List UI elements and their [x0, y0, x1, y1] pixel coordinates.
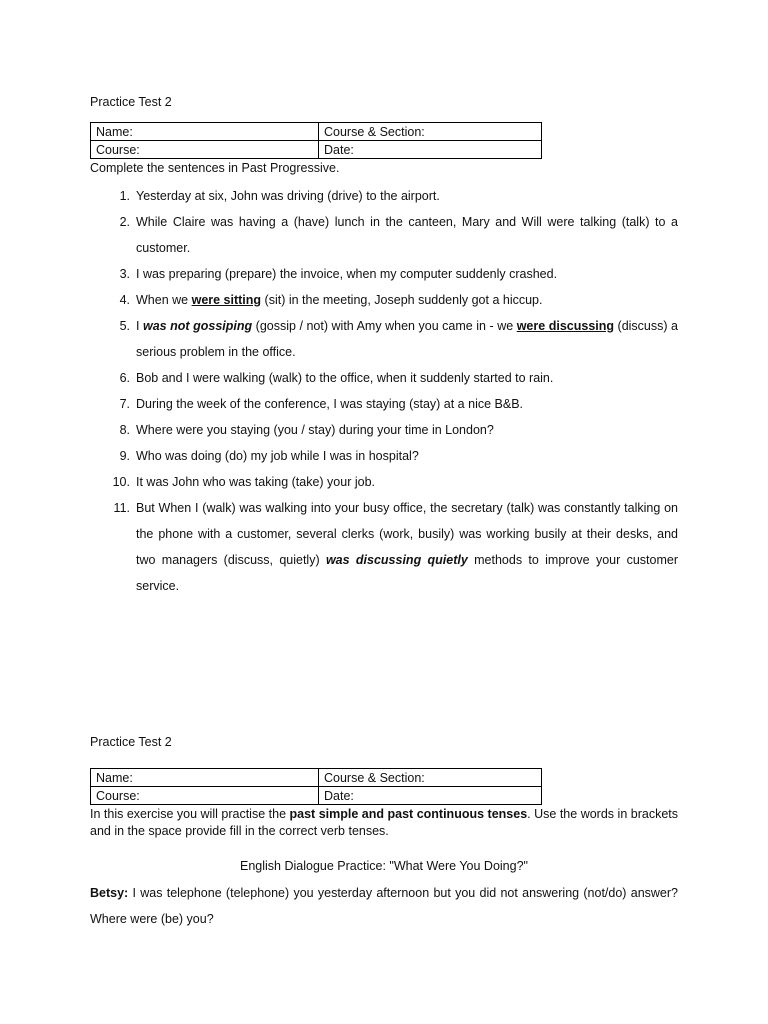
list-item: 9. Who was doing (do) my job while I was in hospital?	[119, 449, 419, 463]
emphasized-answer: was discussing quietly	[325, 553, 468, 567]
section1-info-table	[90, 122, 542, 159]
list-item: 2. While Claire was having a (have) lunch in the canteen, Mary and Will were talking (talk) to a customer.	[119, 215, 678, 255]
list-item: 5. I was not gossiping (gossip / not) with Amy when you came in - we were discussing (discuss) a serious problem in the office.	[119, 319, 679, 359]
list-item: 4. When we were sitting (sit) in the meeting, Joseph suddenly got a hiccup.	[119, 293, 543, 307]
section2-instruction: In this exercise you will practise the past simple and past continuous tenses. Use the words in brackets and in the space provide fill in the correct verb tenses.	[90, 807, 678, 838]
name-cell: Name:	[91, 123, 319, 141]
list-item: 1. Yesterday at six, John was driving (drive) to the airport.	[119, 189, 440, 203]
section1-instruction: Complete the sentences in Past Progressive.	[90, 161, 340, 175]
list-item: 6. Bob and I were walking (walk) to the office, when it suddenly started to rain.	[119, 371, 554, 385]
section2-title: Practice Test 2	[90, 735, 172, 749]
date-cell: Date:	[319, 787, 542, 805]
list-item: 3. I was preparing (prepare) the invoice, when my computer suddenly crashed.	[119, 267, 558, 281]
list-item: 11. But When I (walk) was walking into your busy office, the secretary (talk) was constantly talking on the phone with a customer, several clerks (work, busily) was working busily at their desks, and two managers (discuss, quietly) was discussing quietly methods to improve your customer service.	[113, 501, 678, 593]
date-cell: Date:	[319, 141, 542, 159]
course-section-cell: Course & Section:	[319, 123, 542, 141]
list-item: 8. Where were you staying (you / stay) during your time in London?	[119, 423, 494, 437]
course-cell: Course:	[91, 141, 319, 159]
course-section-cell: Course & Section:	[319, 769, 542, 787]
section1-title: Practice Test 2	[90, 95, 172, 109]
dialogue-line: Betsy: I was telephone (telephone) you yesterday afternoon but you did not answering (not/do) answer? Where were (be) you?	[90, 886, 678, 926]
underlined-answer: were discussing	[516, 319, 615, 333]
list-item: 10. It was John who was taking (take) your job.	[112, 475, 376, 489]
underlined-answer: were sitting	[191, 293, 262, 307]
name-cell: Name:	[91, 769, 319, 787]
course-cell: Course:	[91, 787, 319, 805]
speaker-label: Betsy:	[90, 886, 129, 900]
section2-info-table	[90, 768, 542, 805]
exercise-list	[90, 183, 678, 599]
dialogue-title: English Dialogue Practice: "What Were You Doing?"	[240, 859, 528, 873]
emphasized-answer: was not gossiping	[143, 319, 253, 333]
list-item: 7. During the week of the conference, I was staying (stay) at a nice B&B.	[119, 397, 523, 411]
